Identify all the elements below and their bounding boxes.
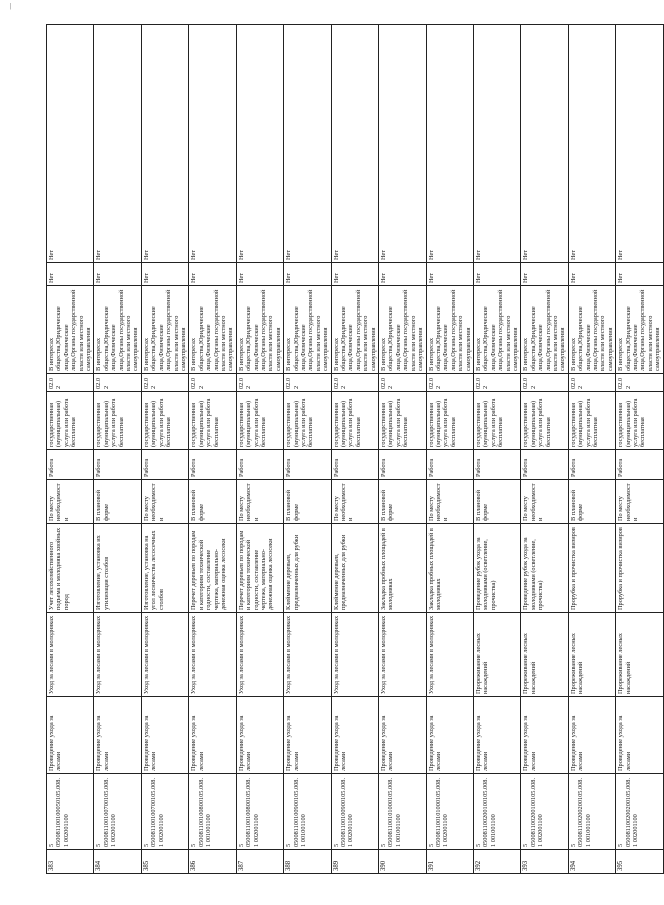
performance-form-cell: По месту необходимости [521,480,568,524]
work-content-cell: Уход за лесами в молодняках [426,613,473,697]
work-name-cell: Проведение ухода за лесами [47,697,94,774]
row-number-cell: 391 [426,850,473,874]
row-number-cell: 393 [521,850,568,874]
table-row [141,25,188,874]
registry-code-cell: 5 050081100100800105.008.1 001001100 [189,774,236,850]
registry-table-body [47,25,664,874]
work-content-cell: Прореживание лесных насаждений [568,613,615,697]
consumer-category-cell: В интересах общества,Юридические лица,Физические лица,Органы государственной власти или местного самоуправления [94,286,141,374]
work-detail-cell: Изготовление, установка их утилизация столбов [94,524,141,613]
work-name-cell: Проведение ухода за лесами [426,697,473,774]
table-row [47,25,94,874]
table-row [236,25,283,874]
table-row [521,25,568,874]
work-name-cell: Проведение ухода за лесами [141,697,188,774]
work-content-cell: Прореживание лесных насаждений [473,613,520,697]
registry-code-cell: 5 050081100100900105.008.1 001001100 [284,774,331,850]
payment-type-cell: государственная (муниципальная) услуга или работа бесплатная [94,392,141,450]
notes-cell: Нет [331,25,378,263]
registry-code-cell: 5 050081100100900105.008.1 002001100 [331,774,378,850]
work-name-cell: Проведение ухода за лесами [473,697,520,774]
type-cell: Работа [521,450,568,480]
license-cell: Нет [94,263,141,286]
work-name-cell: Проведение ухода за лесами [236,697,283,774]
license-cell: Нет [47,263,94,286]
table-row [284,25,331,874]
type-cell: Работа [141,450,188,480]
performance-form-cell: По месту необходимости [426,480,473,524]
type-cell: Работа [331,450,378,480]
work-content-cell: Уход за лесами в молодняках [94,613,141,697]
consumer-category-cell: В интересах общества,Юридические лица,Физические лица,Органы государственной власти или местного самоуправления [47,286,94,374]
notes-cell: Нет [141,25,188,263]
work-content-cell: Уход за лесами в молодняках [331,613,378,697]
notes-cell: Нет [94,25,141,263]
okved-code-cell: 02.02 [426,374,473,392]
row-number-cell: 387 [236,850,283,874]
license-cell: Нет [379,263,426,286]
row-number-cell: 392 [473,850,520,874]
payment-type-cell: государственная (муниципальная) услуга или работа бесплатная [473,392,520,450]
consumer-category-cell: В интересах общества,Юридические лица,Физические лица,Органы государственной власти или местного самоуправления [473,286,520,374]
consumer-category-cell: В интересах общества,Юридические лица,Физические лица,Органы государственной власти или местного самоуправления [141,286,188,374]
type-cell: Работа [568,450,615,480]
notes-cell: Нет [47,25,94,263]
okved-code-cell: 02.02 [473,374,520,392]
table-row [331,25,378,874]
license-cell: Нет [521,263,568,286]
notes-cell: Нет [521,25,568,263]
work-detail-cell: Прорубка и прочистка визиров [568,524,615,613]
work-content-cell: Уход за лесами в молодняках [141,613,188,697]
row-number-cell: 394 [568,850,615,874]
work-content-cell: Уход за лесами в молодняках [284,613,331,697]
license-cell: Нет [189,263,236,286]
type-cell: Работа [47,450,94,480]
performance-form-cell: В плановой форме [284,480,331,524]
performance-form-cell: В плановой форме [568,480,615,524]
registry-code-cell: 5 050081100200100105.008.1 002001100 [521,774,568,850]
work-name-cell: Проведение ухода за лесами [568,697,615,774]
work-detail-cell: Перечет деревьев по породам и категориям технической годности, составление чертежа, материально-денежная оценка лесосеки [189,524,236,613]
work-content-cell: Уход за лесами в молодняках [379,613,426,697]
work-detail-cell: Закладка пробных площадей в молодняках [426,524,473,613]
work-detail-cell: Учет лесохозяйственного подъема и молодняка хвойных пород [47,524,94,613]
consumer-category-cell: В интересах общества,Юридические лица,Физические лица,Органы государственной власти или местного самоуправления [521,286,568,374]
okved-code-cell: 02.02 [47,374,94,392]
registry-table [46,24,664,874]
row-number-cell: 388 [284,850,331,874]
type-cell: Работа [426,450,473,480]
okved-code-cell: 02.02 [236,374,283,392]
payment-type-cell: государственная (муниципальная) услуга или работа бесплатная [189,392,236,450]
registry-code-cell: 5 050081100100050105.008.1 002001100 [47,774,94,850]
notes-cell: Нет [379,25,426,263]
performance-form-cell: По месту необходимости [141,480,188,524]
row-number-cell: 386 [189,850,236,874]
license-cell: Нет [426,263,473,286]
notes-cell: Нет [189,25,236,263]
registry-code-cell: 5 050081100100700105.008.1 002001100 [94,774,141,850]
work-content-cell: Уход за лесами в молодняках [47,613,94,697]
license-cell: Нет [616,263,663,286]
notes-cell: Нет [236,25,283,263]
table-row [616,25,663,874]
registry-code-cell: 5 050081100200100105.008.1 001001100 [473,774,520,850]
license-cell: Нет [284,263,331,286]
table-row [568,25,615,874]
work-detail-cell: Клеймение деревьев, предназначенных для рубки [284,524,331,613]
consumer-category-cell: В интересах общества,Юридические лица,Физические лица,Органы государственной власти или местного самоуправления [426,286,473,374]
registry-code-cell: 5 050081100100800105.008.1 002001100 [236,774,283,850]
registry-code-cell: 5 050081100200200105.008.1 002001100 [616,774,663,850]
license-cell: Нет [473,263,520,286]
payment-type-cell: государственная (муниципальная) услуга или работа бесплатная [331,392,378,450]
work-detail-cell: Закладка пробных площадей в молодняках [379,524,426,613]
row-number-cell: 385 [141,850,188,874]
license-cell: Нет [331,263,378,286]
work-name-cell: Проведение ухода за лесами [284,697,331,774]
payment-type-cell: государственная (муниципальная) услуга или работа бесплатная [379,392,426,450]
consumer-category-cell: В интересах общества,Юридические лица,Физические лица,Органы государственной власти или местного самоуправления [331,286,378,374]
okved-code-cell: 02.02 [616,374,663,392]
okved-code-cell: 02.02 [141,374,188,392]
performance-form-cell: По месту необходимости [47,480,94,524]
payment-type-cell: государственная (муниципальная) услуга или работа бесплатная [521,392,568,450]
work-content-cell: Прореживание лесных насаждений [521,613,568,697]
type-cell: Работа [94,450,141,480]
row-number-cell: 390 [379,850,426,874]
okved-code-cell: 02.02 [189,374,236,392]
payment-type-cell: государственная (муниципальная) услуга или работа бесплатная [426,392,473,450]
row-number-cell: 384 [94,850,141,874]
work-name-cell: Проведение ухода за лесами [521,697,568,774]
work-detail-cell: Прорубка и прочистка визиров [616,524,663,613]
type-cell: Работа [284,450,331,480]
notes-cell: Нет [616,25,663,263]
work-content-cell: Прореживание лесных насаждений [616,613,663,697]
license-cell: Нет [141,263,188,286]
registry-code-cell: 5 050081100200200105.008.1 001001100 [568,774,615,850]
table-row [189,25,236,874]
type-cell: Работа [189,450,236,480]
consumer-category-cell: В интересах общества,Юридические лица,Физические лица,Органы государственной власти или местного самоуправления [284,286,331,374]
performance-form-cell: По месту необходимости [236,480,283,524]
type-cell: Работа [379,450,426,480]
notes-cell: Нет [473,25,520,263]
work-name-cell: Проведение ухода за лесами [331,697,378,774]
payment-type-cell: государственная (муниципальная) услуга или работа бесплатная [141,392,188,450]
consumer-category-cell: В интересах общества,Юридические лица,Физические лица,Органы государственной власти или местного самоуправления [616,286,663,374]
row-number-cell: 395 [616,850,663,874]
notes-cell: Нет [568,25,615,263]
payment-type-cell: государственная (муниципальная) услуга или работа бесплатная [47,392,94,450]
performance-form-cell: По месту необходимости [331,480,378,524]
performance-form-cell: В плановой форме [473,480,520,524]
okved-code-cell: 02.02 [379,374,426,392]
table-row [426,25,473,874]
work-name-cell: Проведение ухода за лесами [379,697,426,774]
work-detail-cell: Проведение рубок ухода за молодняками (осветление, прочистка) [521,524,568,613]
work-content-cell: Уход за лесами в молодняках [236,613,283,697]
performance-form-cell: В плановой форме [94,480,141,524]
notes-cell: Нет [284,25,331,263]
registry-page [46,25,662,874]
work-detail-cell: Перечет деревьев по породам и категориям технической годности, составление чертежа, материально-денежная оценка лесосеки [236,524,283,613]
work-detail-cell: Клеймение деревьев, предназначенных для рубки [331,524,378,613]
license-cell: Нет [236,263,283,286]
okved-code-cell: 02.02 [94,374,141,392]
registry-code-cell: 5 050081100101000105.008.1 001001100 [379,774,426,850]
row-number-cell: 389 [331,850,378,874]
work-detail-cell: Изготовление, установка на угол лесничества лесосечных столбов [141,524,188,613]
work-name-cell: Проведение ухода за лесами [94,697,141,774]
work-content-cell: Уход за лесами в молодняках [189,613,236,697]
registry-code-cell: 5 050081100101000105.008.1 002001100 [426,774,473,850]
row-number-cell: 383 [47,850,94,874]
table-row [473,25,520,874]
payment-type-cell: государственная (муниципальная) услуга или работа бесплатная [236,392,283,450]
type-cell: Работа [236,450,283,480]
consumer-category-cell: В интересах общества,Юридические лица,Физические лица,Органы государственной власти или местного самоуправления [379,286,426,374]
okved-code-cell: 02.02 [521,374,568,392]
okved-code-cell: 02.02 [331,374,378,392]
payment-type-cell: государственная (муниципальная) услуга или работа бесплатная [616,392,663,450]
work-name-cell: Проведение ухода за лесами [616,697,663,774]
table-row [94,25,141,874]
notes-cell: Нет [426,25,473,263]
performance-form-cell: В плановой форме [189,480,236,524]
payment-type-cell: государственная (муниципальная) услуга или работа бесплатная [568,392,615,450]
type-cell: Работа [473,450,520,480]
work-name-cell: Проведение ухода за лесами [189,697,236,774]
type-cell: Работа [616,450,663,480]
license-cell: Нет [568,263,615,286]
performance-form-cell: В плановой форме [379,480,426,524]
payment-type-cell: государственная (муниципальная) услуга или работа бесплатная [284,392,331,450]
okved-code-cell: 02.02 [284,374,331,392]
performance-form-cell: По месту необходимости [616,480,663,524]
table-row [379,25,426,874]
consumer-category-cell: В интересах общества,Юридические лица,Физические лица,Органы государственной власти или местного самоуправления [189,286,236,374]
okved-code-cell: 02.02 [568,374,615,392]
consumer-category-cell: В интересах общества,Юридические лица,Физические лица,Органы государственной власти или местного самоуправления [568,286,615,374]
work-detail-cell: Проведение рубок ухода за молодняками (осветление, прочистка) [473,524,520,613]
registry-code-cell: 5 050081100100700105.008.1 002001100 [141,774,188,850]
consumer-category-cell: В интересах общества,Юридические лица,Физические лица,Органы государственной власти или местного самоуправления [236,286,283,374]
page-marker: | [10,2,12,10]
